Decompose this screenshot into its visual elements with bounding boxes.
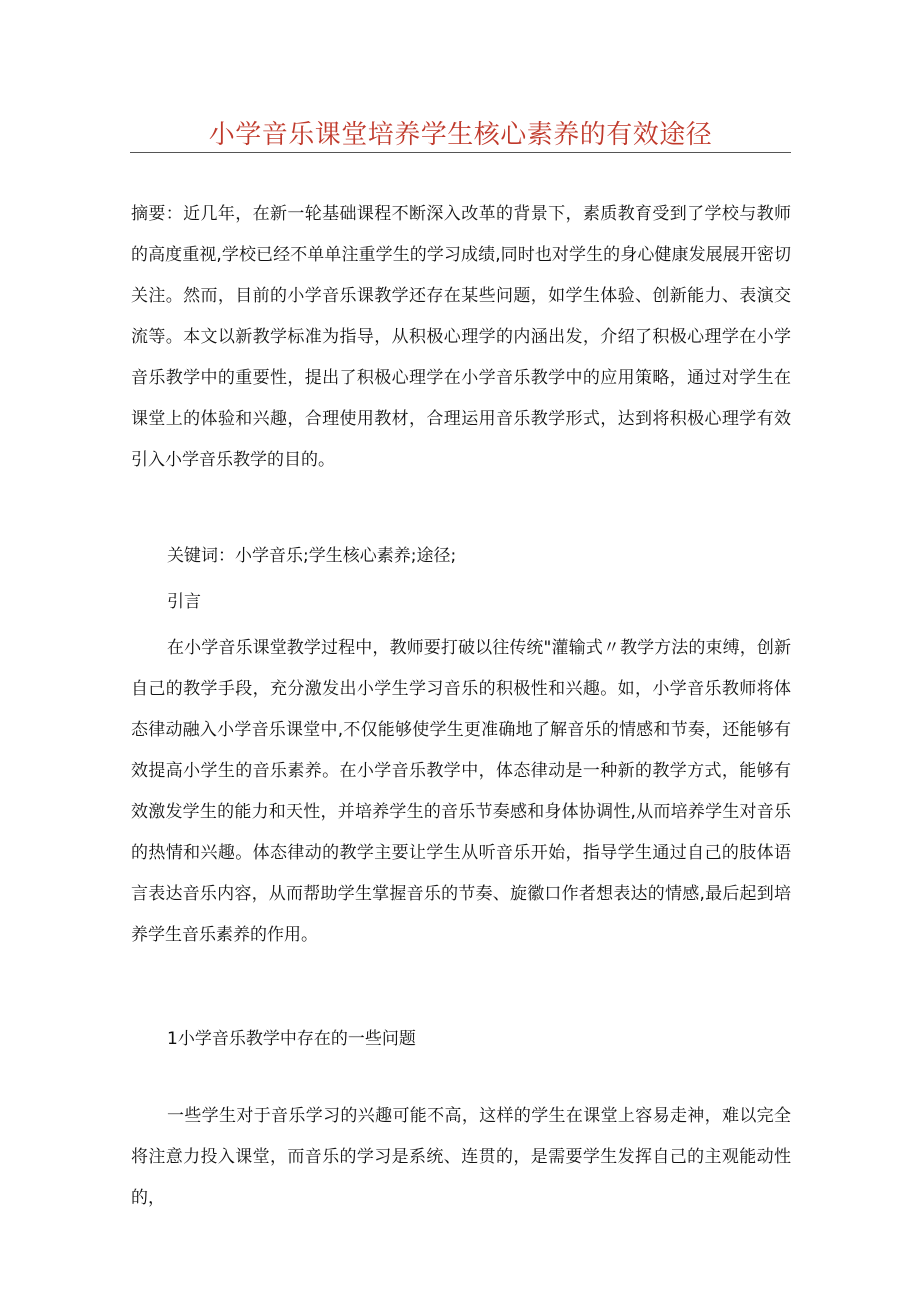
section-1-paragraph: 一些学生对于音乐学习的兴趣可能不高，这样的学生在课堂上容易走神，难以完全将注意力投入课堂，而音乐的学习是系统、连贯的，是需要学生发挥自己的主观能动性的，: [131, 1106, 791, 1208]
keywords-line: 关键词：小学音乐;学生核心素养;途径;: [167, 546, 457, 566]
intro-heading: 引言: [167, 592, 201, 612]
section-1-heading: 1小学音乐教学中存在的一些问题: [167, 1029, 416, 1049]
intro-paragraph: 在小学音乐课堂教学过程中，教师要打破以往传统"灌输式〃教学方法的束缚，创新自己的教学手段，充分激发出小学生学习音乐的积极性和兴趣。如，小学音乐教师将体态律动融入小学音乐课堂中,不仅能够使学生更准确地了解音乐的情感和节奏，还能够有效提高小学生的音乐素养。在小学音乐教学中，体态律动是一种新的教学方式，能够有效激发学生的能力和天性，并培养学生的音乐节奏感和身体协调性,从而培养学生对音乐的热情和兴趣。体态律动的教学主要让学生从听音乐开始，指导学生通过自己的肢体语言表达音乐内容，从而帮助学生掌握音乐的节奏、旋徽口作者想表达的情感,最后起到培养学生音乐素养的作用。: [131, 638, 791, 945]
document-title: 小学音乐课堂培养学生核心素养的有效途径: [208, 120, 713, 150]
title-underline: [130, 152, 791, 153]
abstract-paragraph: 摘要：近几年，在新一轮基础课程不断深入改革的背景下，素质教育受到了学校与教师的高度重视,学校已经不单单注重学生的学习成绩,同时也对学生的身心健康发展展开密切关注。然而，目前的小学音乐课教学还存在某些问题，如学生体验、创新能力、表演交流等。本文以新教学标准为指导，从积极心理学的内涵出发，介绍了积极心理学在小学音乐教学中的重要性，提出了积极心理学在小学音乐教学中的应用策略，通过对学生在课堂上的体验和兴趣，合理使用教材，合理运用音乐教学形式，达到将积极心理学有效引入小学音乐教学的目的。: [131, 204, 791, 470]
